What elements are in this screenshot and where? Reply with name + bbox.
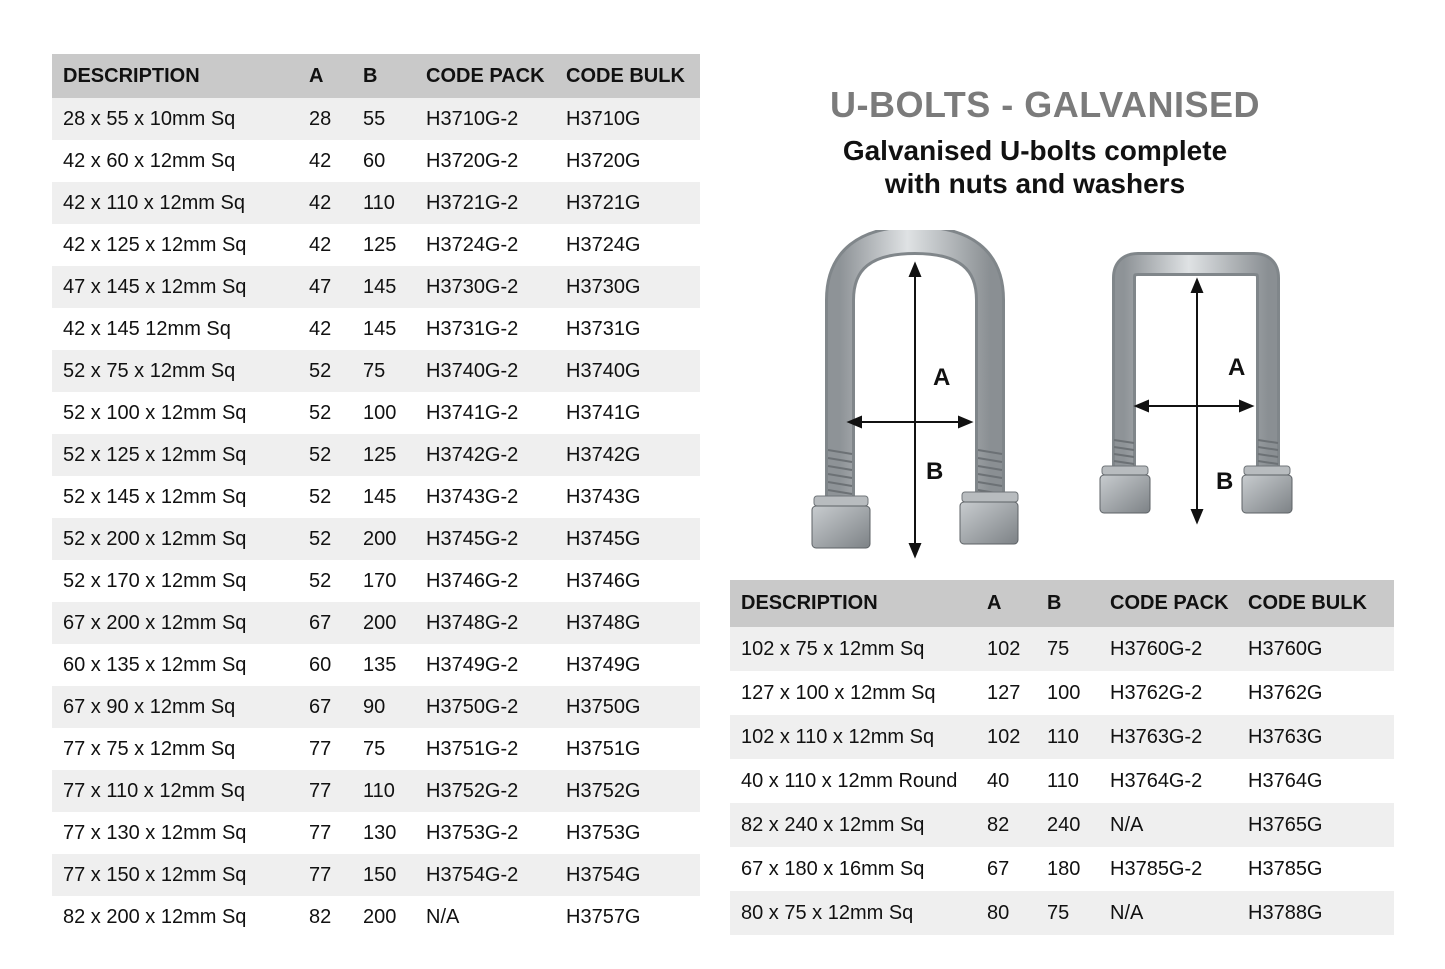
- cell-a: 42: [309, 191, 332, 214]
- cell-code-pack: H3720G-2: [426, 149, 519, 172]
- cell-a: 77: [309, 779, 332, 802]
- cell-code-bulk: H3760G: [1248, 637, 1323, 660]
- cell-description: 82 x 240 x 12mm Sq: [741, 813, 925, 836]
- cell-code-bulk: H3743G: [566, 485, 641, 508]
- cell-b: 110: [1047, 769, 1079, 792]
- table-row: [52, 728, 700, 770]
- cell-a: 47: [309, 275, 332, 298]
- header-description: DESCRIPTION: [63, 64, 200, 87]
- header-code-bulk: CODE BULK: [1248, 592, 1367, 614]
- cell-a: 52: [309, 569, 332, 592]
- cell-code-bulk: H3750G: [566, 695, 641, 718]
- cell-code-bulk: H3752G: [566, 779, 641, 802]
- cell-a: 52: [309, 401, 332, 424]
- dimension-label-a: A: [933, 364, 951, 391]
- table-row: [730, 627, 1394, 671]
- cell-b: 145: [363, 485, 397, 508]
- cell-a: 60: [309, 653, 332, 676]
- round-u-bolt-figure: [800, 230, 1030, 565]
- cell-code-pack: H3743G-2: [426, 485, 519, 508]
- cell-a: 67: [309, 611, 332, 634]
- header-code-pack: CODE PACK: [426, 64, 545, 87]
- cell-description: 82 x 200 x 12mm Sq: [63, 905, 247, 928]
- cell-b: 240: [1047, 813, 1081, 836]
- cell-a: 80: [987, 901, 1010, 924]
- cell-description: 52 x 200 x 12mm Sq: [63, 527, 247, 550]
- cell-code-bulk: H3731G: [566, 317, 641, 340]
- cell-b: 130: [363, 821, 397, 844]
- cell-b: 90: [363, 695, 386, 718]
- cell-code-bulk: H3741G: [566, 401, 641, 424]
- cell-code-bulk: H3721G: [566, 191, 641, 214]
- cell-a: 42: [309, 317, 332, 340]
- cell-description: 47 x 145 x 12mm Sq: [63, 275, 247, 298]
- cell-code-bulk: H3764G: [1248, 769, 1323, 792]
- table-row: [52, 224, 700, 266]
- table-row: [730, 847, 1394, 891]
- cell-description: 52 x 125 x 12mm Sq: [63, 443, 247, 466]
- header-b: B: [1047, 592, 1062, 614]
- header-a: A: [309, 64, 324, 87]
- cell-code-pack: H3748G-2: [426, 611, 519, 634]
- cell-code-bulk: H3762G: [1248, 681, 1323, 704]
- cell-description: 77 x 110 x 12mm Sq: [63, 779, 245, 802]
- cell-description: 42 x 145 12mm Sq: [63, 317, 231, 340]
- subtitle-line: Galvanised U-bolts complete: [842, 135, 1228, 166]
- cell-a: 77: [309, 821, 332, 844]
- cell-code-bulk: H3788G: [1248, 901, 1323, 924]
- cell-code-pack: H3751G-2: [426, 737, 519, 760]
- cell-code-pack: H3764G-2: [1110, 769, 1203, 792]
- cell-a: 52: [309, 359, 332, 382]
- cell-description: 28 x 55 x 10mm Sq: [63, 107, 236, 130]
- table-row: [52, 560, 700, 602]
- cell-code-bulk: H3753G: [566, 821, 641, 844]
- table-row: [52, 392, 700, 434]
- table-row: [52, 350, 700, 392]
- cell-b: 150: [363, 863, 397, 886]
- table-header: [730, 580, 1394, 627]
- cell-b: 200: [363, 611, 397, 634]
- cell-b: 75: [363, 737, 386, 760]
- subtitle-line: with nuts and washers: [884, 168, 1186, 199]
- cell-code-pack: H3785G-2: [1110, 857, 1203, 880]
- cell-description: 67 x 180 x 16mm Sq: [741, 857, 925, 880]
- table-body: [730, 627, 1394, 935]
- cell-a: 28: [309, 107, 332, 130]
- cell-description: 52 x 170 x 12mm Sq: [63, 569, 247, 592]
- table-row: [52, 812, 700, 854]
- table-row: [52, 434, 700, 476]
- cell-b: 100: [363, 401, 397, 424]
- cell-description: 40 x 110 x 12mm Round: [741, 769, 958, 792]
- table-row: [52, 98, 700, 140]
- table-row: [52, 518, 700, 560]
- cell-code-bulk: H3751G: [566, 737, 641, 760]
- cell-a: 52: [309, 443, 332, 466]
- cell-code-pack: H3754G-2: [426, 863, 519, 886]
- cell-a: 77: [309, 737, 332, 760]
- cell-b: 125: [363, 233, 397, 256]
- table-row: [52, 266, 700, 308]
- table-row: [730, 759, 1394, 803]
- cell-description: 52 x 75 x 12mm Sq: [63, 359, 236, 382]
- cell-code-pack: H3760G-2: [1110, 637, 1203, 660]
- cell-a: 67: [309, 695, 332, 718]
- table-row: [730, 715, 1394, 759]
- table-row: [52, 770, 700, 812]
- cell-description: 77 x 130 x 12mm Sq: [63, 821, 247, 844]
- cell-code-bulk: H3742G: [566, 443, 641, 466]
- header-code-pack: CODE PACK: [1110, 592, 1229, 614]
- table-row: [730, 891, 1394, 935]
- cell-a: 102: [987, 725, 1021, 748]
- right-price-table: [730, 580, 1394, 935]
- cell-a: 82: [309, 905, 332, 928]
- cell-code-bulk: H3710G: [566, 107, 641, 130]
- cell-a: 102: [987, 637, 1021, 660]
- cell-b: 75: [1047, 637, 1070, 660]
- cell-a: 42: [309, 233, 332, 256]
- table-body: [52, 98, 700, 938]
- cell-code-bulk: H3749G: [566, 653, 641, 676]
- left-price-table: [52, 54, 700, 938]
- cell-description: 67 x 90 x 12mm Sq: [63, 695, 236, 718]
- cell-code-pack: N/A: [1110, 813, 1144, 836]
- cell-a: 42: [309, 149, 332, 172]
- cell-description: 52 x 145 x 12mm Sq: [63, 485, 247, 508]
- cell-code-pack: H3763G-2: [1110, 725, 1203, 748]
- cell-code-bulk: H3754G: [566, 863, 641, 886]
- cell-b: 55: [363, 107, 386, 130]
- page-title: U-BOLTS - GALVANISED: [830, 84, 1260, 125]
- table-row: [52, 308, 700, 350]
- cell-description: 42 x 125 x 12mm Sq: [63, 233, 247, 256]
- cell-b: 200: [363, 905, 397, 928]
- cell-description: 102 x 75 x 12mm Sq: [741, 637, 925, 660]
- cell-code-pack: H3762G-2: [1110, 681, 1203, 704]
- cell-code-pack: H3730G-2: [426, 275, 519, 298]
- cell-a: 127: [987, 681, 1021, 704]
- cell-b: 60: [363, 149, 386, 172]
- cell-description: 67 x 200 x 12mm Sq: [63, 611, 247, 634]
- cell-code-pack: H3749G-2: [426, 653, 519, 676]
- table-row: [730, 803, 1394, 847]
- table-row: [52, 602, 700, 644]
- cell-code-bulk: H3757G: [566, 905, 641, 928]
- cell-a: 67: [987, 857, 1010, 880]
- dimension-label-b: B: [926, 458, 944, 485]
- cell-b: 75: [363, 359, 386, 382]
- dimension-label-b: B: [1216, 468, 1234, 495]
- table-row: [52, 644, 700, 686]
- cell-code-pack: H3724G-2: [426, 233, 519, 256]
- cell-description: 127 x 100 x 12mm Sq: [741, 681, 936, 704]
- cell-code-bulk: H3763G: [1248, 725, 1323, 748]
- header-b: B: [363, 64, 378, 87]
- cell-code-pack: H3752G-2: [426, 779, 519, 802]
- cell-code-bulk: H3720G: [566, 149, 641, 172]
- cell-description: 60 x 135 x 12mm Sq: [63, 653, 247, 676]
- cell-b: 135: [363, 653, 397, 676]
- cell-code-bulk: H3765G: [1248, 813, 1323, 836]
- cell-code-bulk: H3748G: [566, 611, 641, 634]
- cell-code-bulk: H3746G: [566, 569, 641, 592]
- cell-description: 77 x 75 x 12mm Sq: [63, 737, 236, 760]
- cell-b: 180: [1047, 857, 1081, 880]
- cell-b: 100: [1047, 681, 1081, 704]
- cell-a: 77: [309, 863, 332, 886]
- cell-b: 110: [363, 191, 395, 214]
- cell-description: 42 x 110 x 12mm Sq: [63, 191, 245, 214]
- table-row: [730, 671, 1394, 715]
- header-a: A: [987, 592, 1002, 614]
- cell-b: 110: [1047, 725, 1079, 748]
- cell-a: 40: [987, 769, 1010, 792]
- cell-code-bulk: H3724G: [566, 233, 641, 256]
- cell-description: 102 x 110 x 12mm Sq: [741, 725, 935, 748]
- cell-code-pack: H3745G-2: [426, 527, 519, 550]
- cell-code-pack: H3740G-2: [426, 359, 519, 382]
- cell-b: 75: [1047, 901, 1070, 924]
- cell-description: 77 x 150 x 12mm Sq: [63, 863, 247, 886]
- dimension-label-a: A: [1228, 354, 1246, 381]
- header-code-bulk: CODE BULK: [566, 64, 685, 87]
- square-u-bolt-figure: [1090, 250, 1300, 530]
- cell-description: 80 x 75 x 12mm Sq: [741, 901, 914, 924]
- cell-code-bulk: H3785G: [1248, 857, 1323, 880]
- cell-code-pack: H3741G-2: [426, 401, 519, 424]
- cell-code-pack: H3750G-2: [426, 695, 519, 718]
- table-header: [52, 54, 700, 98]
- cell-b: 145: [363, 275, 397, 298]
- table-row: [52, 140, 700, 182]
- cell-description: 52 x 100 x 12mm Sq: [63, 401, 247, 424]
- cell-a: 52: [309, 527, 332, 550]
- cell-code-pack: N/A: [426, 905, 460, 928]
- table-row: [52, 476, 700, 518]
- table-row: [52, 182, 700, 224]
- cell-code-pack: H3710G-2: [426, 107, 519, 130]
- page-subtitle: [790, 134, 1280, 200]
- cell-code-pack: H3746G-2: [426, 569, 519, 592]
- cell-code-bulk: H3745G: [566, 527, 641, 550]
- cell-b: 110: [363, 779, 395, 802]
- cell-code-pack: H3731G-2: [426, 317, 519, 340]
- cell-code-bulk: H3740G: [566, 359, 641, 382]
- cell-b: 200: [363, 527, 397, 550]
- table-row: [52, 686, 700, 728]
- square-u-bolt-icon: [1090, 250, 1300, 530]
- cell-description: 42 x 60 x 12mm Sq: [63, 149, 236, 172]
- round-u-bolt-icon: [800, 230, 1030, 565]
- cell-b: 125: [363, 443, 397, 466]
- cell-code-bulk: H3730G: [566, 275, 641, 298]
- cell-a: 52: [309, 485, 332, 508]
- table-row: [52, 854, 700, 896]
- cell-code-pack: H3742G-2: [426, 443, 519, 466]
- header-description: DESCRIPTION: [741, 592, 878, 614]
- cell-b: 170: [363, 569, 397, 592]
- cell-code-pack: H3753G-2: [426, 821, 519, 844]
- table-row: [52, 896, 700, 938]
- cell-a: 82: [987, 813, 1010, 836]
- cell-b: 145: [363, 317, 397, 340]
- cell-code-pack: H3721G-2: [426, 191, 519, 214]
- cell-code-pack: N/A: [1110, 901, 1144, 924]
